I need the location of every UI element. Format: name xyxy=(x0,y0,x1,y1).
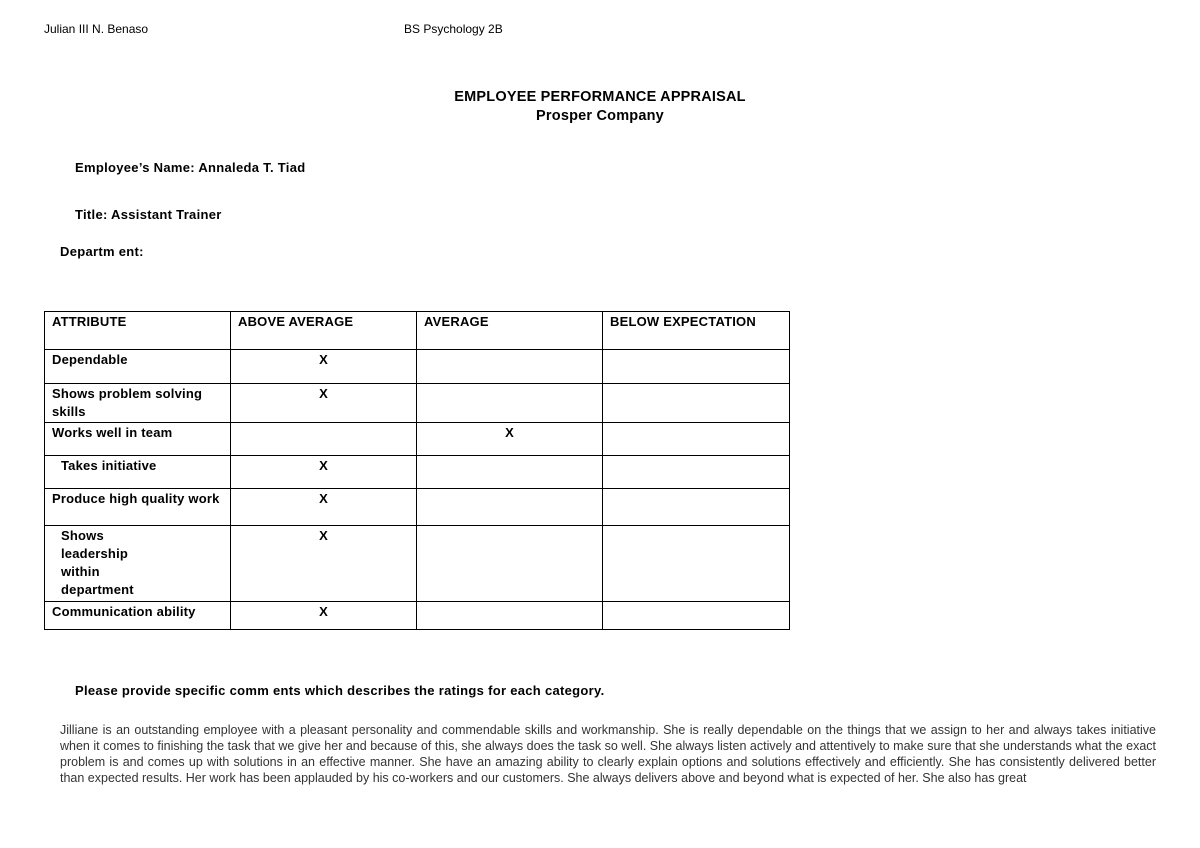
employee-department: Departm ent: xyxy=(60,244,144,259)
table-row xyxy=(45,384,790,423)
attribute-cell: Produce high quality work xyxy=(45,489,231,526)
attribute-cell: Takes initiative xyxy=(45,456,231,489)
attribute-cell: Works well in team xyxy=(45,423,231,456)
average-cell xyxy=(417,350,603,384)
below-expectation-cell xyxy=(603,489,790,526)
below-expectation-cell xyxy=(603,423,790,456)
employee-name: Employee’s Name: Annaleda T. Tiad xyxy=(75,160,306,175)
above-average-cell: X xyxy=(231,384,417,423)
average-cell xyxy=(417,456,603,489)
table-row xyxy=(45,350,790,384)
student-name: Julian III N. Benaso xyxy=(44,22,149,36)
attribute-cell: Shows leadership within department xyxy=(45,526,231,602)
average-cell xyxy=(417,526,603,602)
column-header-above-average: ABOVE AVERAGE xyxy=(231,312,417,350)
comments-body: Jilliane is an outstanding employee with a pleasant personality and commendable skills and workmanship. She is really dependable on the things that we assign to her and always takes initiative when it comes to finishing the task that we give her and because of this, she always does the task so well. She always listen actively and attentively to make sure that she understands what the exact problem is and comes up with solutions in an effective manner. She have an amazing ability to clearly explain options and solutions effectively and efficiently. She has consistently delivered better than expected results. Her work has been applauded by his co-workers and our customers. She always delivers above and beyond what is expected of her. She also has great xyxy=(60,723,1156,785)
document-title: EMPLOYEE PERFORMANCE APPRAISAL xyxy=(454,89,746,105)
table-row xyxy=(45,489,790,526)
above-average-cell: X xyxy=(231,350,417,384)
average-cell: X xyxy=(417,423,603,456)
appraisal-table xyxy=(44,311,790,630)
employee-title: Title: Assistant Trainer xyxy=(75,207,222,222)
table-row xyxy=(45,526,790,602)
table-row xyxy=(45,423,790,456)
attribute-cell: Shows problem solving skills xyxy=(45,384,231,423)
above-average-cell: X xyxy=(231,526,417,602)
attribute-cell: Dependable xyxy=(45,350,231,384)
column-header-below-expectation: BELOW EXPECTATION xyxy=(603,312,790,350)
attribute-cell: Communication ability xyxy=(45,602,231,630)
company-name: Prosper Company xyxy=(536,108,664,124)
above-average-cell: X xyxy=(231,602,417,630)
below-expectation-cell xyxy=(603,602,790,630)
comments-prompt: Please provide specific comm ents which describes the ratings for each category. xyxy=(75,683,605,698)
below-expectation-cell xyxy=(603,526,790,602)
column-header-average: AVERAGE xyxy=(417,312,603,350)
table-row xyxy=(45,602,790,630)
below-expectation-cell xyxy=(603,456,790,489)
course-section: BS Psychology 2B xyxy=(404,22,503,36)
below-expectation-cell xyxy=(603,350,790,384)
below-expectation-cell xyxy=(603,384,790,423)
column-header-attribute: ATTRIBUTE xyxy=(45,312,231,350)
above-average-cell xyxy=(231,423,417,456)
table-row xyxy=(45,456,790,489)
above-average-cell: X xyxy=(231,489,417,526)
table-header-row xyxy=(45,312,790,350)
average-cell xyxy=(417,384,603,423)
average-cell xyxy=(417,489,603,526)
above-average-cell: X xyxy=(231,456,417,489)
average-cell xyxy=(417,602,603,630)
